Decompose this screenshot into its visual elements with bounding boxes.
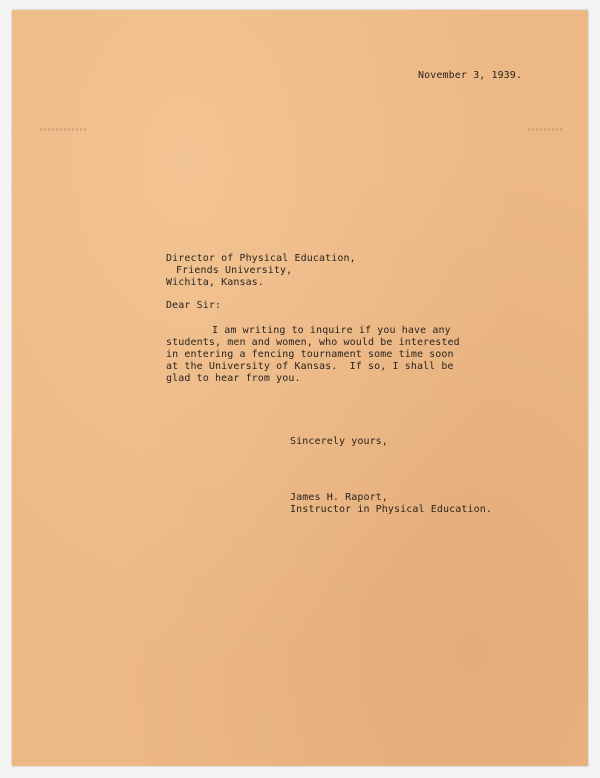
body-line-3: in entering a fencing tournament some time soon: [166, 349, 454, 360]
recipient-line-2: Friends University,: [176, 265, 293, 276]
body-line-2: students, men and women, who would be interested: [166, 337, 460, 348]
faint-ruler-mark-right: [528, 128, 564, 131]
closing: Sincerely yours,: [290, 436, 388, 447]
letter-page: [12, 10, 588, 766]
letter-date: November 3, 1939.: [418, 70, 523, 81]
body-line-5: glad to hear from you.: [166, 373, 301, 384]
recipient-line-3: Wichita, Kansas.: [166, 277, 264, 288]
body-line-4: at the University of Kansas. If so, I shall be: [166, 361, 454, 372]
faint-ruler-mark-left: [40, 128, 86, 131]
salutation: Dear Sir:: [166, 300, 222, 311]
recipient-line-1: Director of Physical Education,: [166, 253, 356, 264]
signature-title: Instructor in Physical Education.: [290, 504, 492, 515]
body-line-1: I am writing to inquire if you have any: [212, 325, 451, 336]
signature-name: James H. Raport,: [290, 492, 388, 503]
